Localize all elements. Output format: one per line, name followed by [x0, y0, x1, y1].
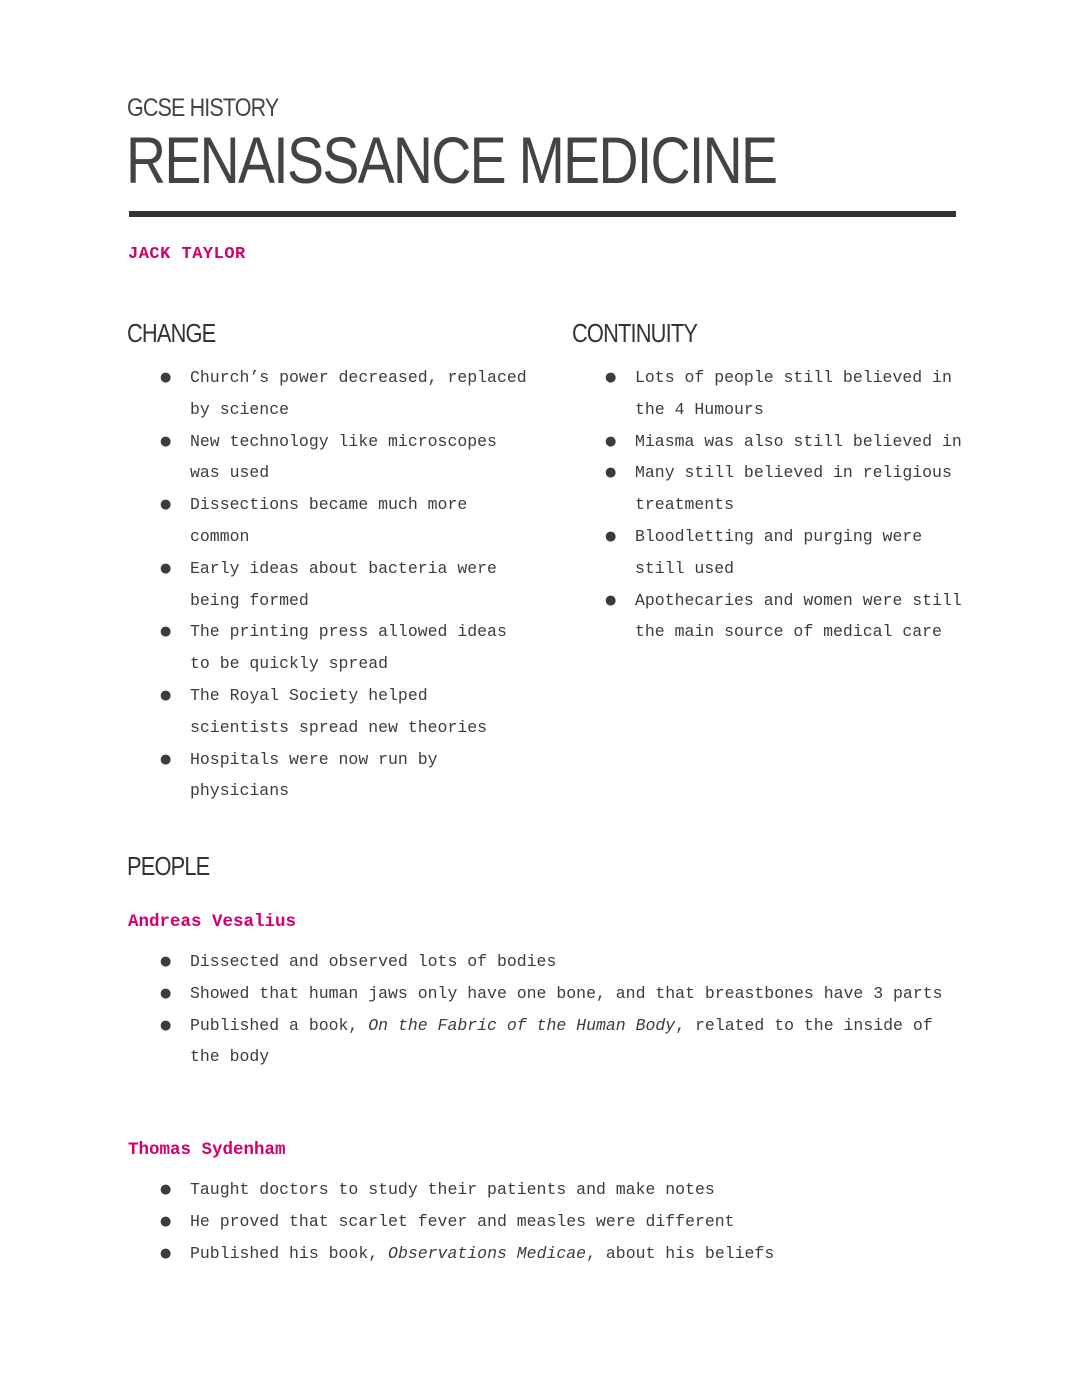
person-name-sydenham: Thomas Sydenham [128, 1140, 286, 1160]
sydenham-list [127, 1174, 967, 1269]
continuity-heading: CONTINUITY [572, 318, 698, 348]
list-item: ● Dissected and observed lots of bodies [127, 946, 967, 978]
book-title: On the Fabric of the Human Body [368, 1015, 676, 1035]
bullet-icon: ● [160, 1017, 172, 1033]
list-item: ● Miasma was also still believed in [572, 426, 967, 458]
list-item: ● Apothecaries and women were still the main source of medical care [572, 585, 967, 649]
bullet-icon: ● [160, 954, 172, 969]
list-item: ● Published his book, Observations Medicae, about his beliefs [127, 1238, 967, 1270]
list-item: ● He proved that scarlet fever and measles were different [127, 1206, 967, 1238]
book-title: Observations Medicae [388, 1243, 587, 1263]
bullet-icon: ● [160, 1245, 172, 1261]
people-heading: PEOPLE [127, 851, 210, 881]
document-title: RENAISSANCE MEDICINE [126, 123, 777, 197]
list-item: ● Many still believed in religious treatments [572, 457, 967, 521]
vesalius-list [127, 946, 967, 1073]
list-item: ● Taught doctors to study their patients and make notes [127, 1174, 967, 1206]
list-item: ● The Royal Society helped scientists spread new theories [127, 680, 527, 744]
bullet-icon: ● [160, 497, 172, 513]
person-name-vesalius: Andreas Vesalius [128, 912, 297, 932]
bullet-icon: ● [160, 985, 172, 1001]
bullet-icon: ● [160, 370, 172, 385]
bullet-icon: ● [160, 1213, 172, 1229]
list-item: ● Bloodletting and purging were still used [572, 521, 967, 585]
bullet-icon: ● [160, 751, 172, 767]
change-list [127, 362, 527, 807]
bullet-icon: ● [605, 528, 617, 544]
bullet-icon: ● [160, 687, 172, 703]
bullet-icon: ● [605, 433, 617, 449]
list-item: ● Showed that human jaws only have one bone, and that breastbones have 3 parts [127, 978, 967, 1010]
continuity-list [572, 362, 967, 648]
bullet-icon: ● [605, 465, 617, 481]
change-heading: CHANGE [127, 318, 216, 348]
list-item: ● The printing press allowed ideas to be quickly spread [127, 616, 527, 680]
bullet-icon: ● [605, 592, 617, 608]
author-name: JACK TAYLOR [128, 245, 246, 264]
list-item: ● Dissections became much more common [127, 489, 527, 553]
title-divider [129, 211, 956, 217]
bullet-icon: ● [160, 433, 172, 449]
bullet-icon: ● [160, 624, 172, 640]
list-item: ● New technology like microscopes was used [127, 426, 527, 490]
bullet-icon: ● [160, 1182, 172, 1197]
list-item: ● Church’s power decreased, replaced by science [127, 362, 527, 426]
list-item: ● Lots of people still believed in the 4 Humours [572, 362, 967, 426]
bullet-icon: ● [160, 560, 172, 576]
document-subject: GCSE HISTORY [127, 94, 279, 122]
bullet-icon: ● [605, 370, 617, 385]
list-item: ● Published a book, On the Fabric of the Human Body, related to the inside of the body [127, 1010, 967, 1074]
list-item: ● Early ideas about bacteria were being formed [127, 553, 527, 617]
list-item: ● Hospitals were now run by physicians [127, 744, 527, 808]
